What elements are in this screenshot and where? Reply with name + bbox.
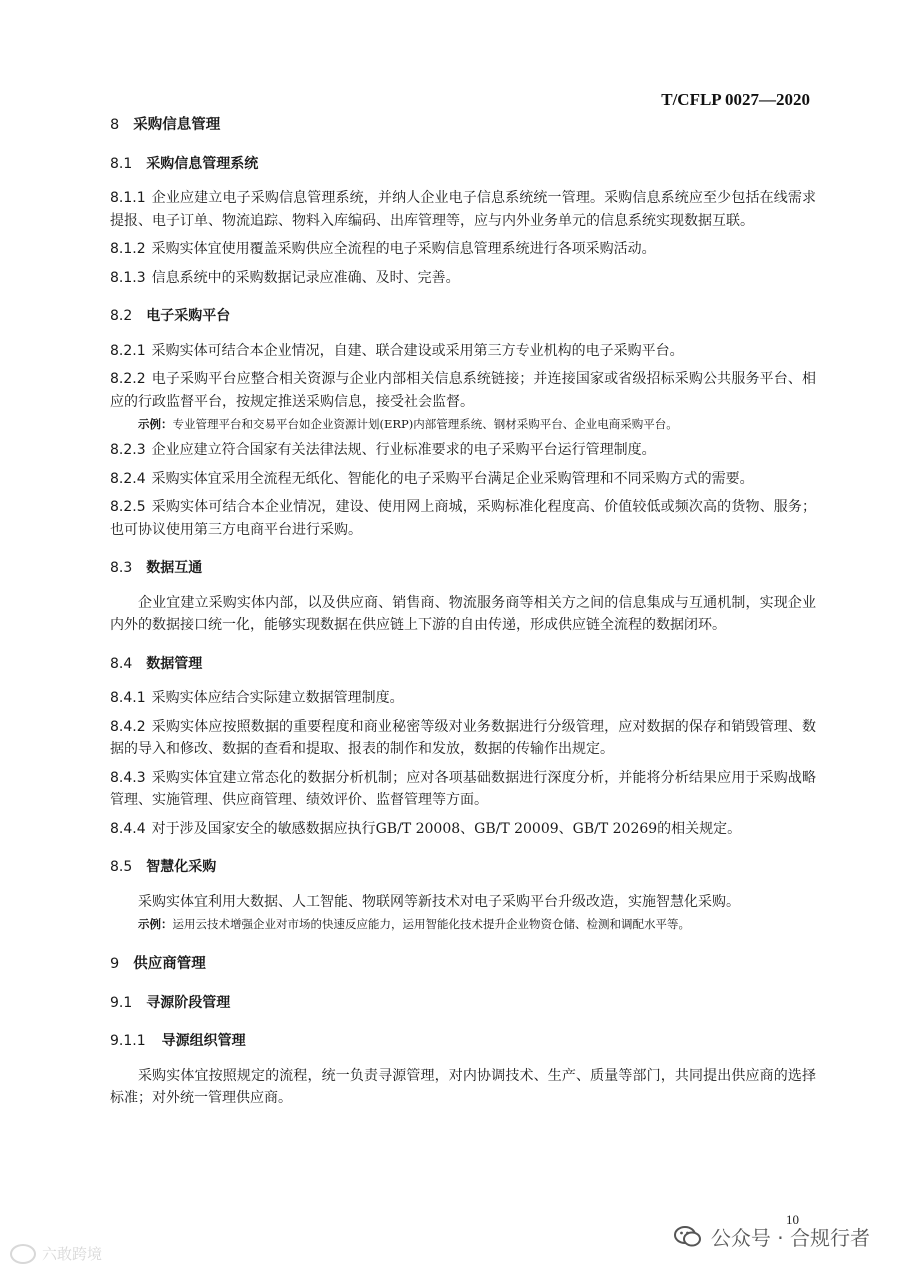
clause-number: 8.4.4 [110, 820, 146, 837]
clause-text: 信息系统中的采购数据记录应准确、及时、完善。 [151, 269, 460, 286]
clause-text: 采购实体应结合实际建立数据管理制度。 [151, 690, 404, 706]
section-heading-8-4 [110, 653, 816, 676]
clause-8-2-4 [110, 468, 816, 491]
section-number: 8.5 [110, 859, 133, 875]
clause-8-4-1 [110, 687, 816, 710]
example-note [138, 915, 816, 933]
clause-text: 采购实体可结合本企业情况，建设、使用网上商城，采购标准化程度高、价值较低或频次高的货物、服务；也可协议使用第三方电商平台进行采购。 [110, 499, 816, 538]
clause-number: 8.2.4 [110, 470, 146, 487]
clause-8-1-3 [110, 267, 816, 290]
watermark-right-text: 公众号 · 合规行者 [710, 1226, 870, 1250]
section-title: 数据管理 [146, 655, 203, 672]
note-label: 示例： [138, 917, 173, 931]
clause-8-4-2 [110, 716, 816, 761]
clause-8-2-2 [110, 368, 816, 413]
section-title: 采购信息管理 [133, 117, 221, 133]
section-number: 9.1.1 [110, 1033, 146, 1049]
clause-8-1-2 [110, 238, 816, 261]
document-code: T/CFLP 0027—2020 [661, 90, 810, 109]
section-heading-8-3 [110, 557, 816, 580]
section-number: 8 [110, 117, 120, 133]
wechat-icon [673, 1224, 703, 1250]
section-heading-8-2 [110, 305, 816, 328]
watermark-right [673, 1222, 870, 1251]
clause-8-2-3 [110, 439, 816, 462]
paragraph: 企业宜建立采购实体内部，以及供应商、销售商、物流服务商等相关方之间的信息集成与互通机制，实现企业内外的数据接口统一化，能够实现数据在供应链上下游的自由传递，形成供应链全流程的数据闭环。 [110, 594, 816, 633]
clause-text: 采购实体宜采用全流程无纸化、智能化的电子采购平台满足企业采购管理和不同采购方式的需要。 [151, 470, 754, 487]
clause-number: 8.2.3 [110, 442, 146, 458]
section-title: 供应商管理 [133, 956, 206, 972]
section-title: 导源组织管理 [161, 1033, 246, 1049]
clause-text: 采购实体宜建立常态化的数据分析机制；应对各项基础数据进行深度分析，并能将分析结果应用于采购战略管理、实施管理、供应商管理、绩效评价、监督管理等方面。 [110, 769, 816, 808]
note-text: 专业管理平台和交易平台如企业资源计划(ERP)内部管理系统、钢材采购平台、企业电商采购平台。 [172, 417, 678, 431]
document-body [110, 114, 816, 1116]
clause-8-2-5 [110, 496, 816, 541]
clause-text: 采购实体宜使用覆盖采购供应全流程的电子采购信息管理系统进行各项采购活动。 [151, 241, 656, 257]
section-heading-8-1 [110, 153, 816, 176]
watermark-logo-icon [10, 1244, 36, 1264]
clause-8-1-1 [110, 187, 816, 232]
clause-text: 企业应建立电子采购信息管理系统，并纳人企业电子信息系统统一管理。采购信息系统应至少包括在线需求提报、电子订单、物流追踪、物料入库编码、出库管理等，应与内外业务单元的信息系统实现数据互联。 [110, 190, 816, 229]
clause-number: 8.1.1 [110, 190, 146, 206]
clause-number: 8.1.2 [110, 241, 146, 257]
clause-number: 8.2.2 [110, 371, 146, 387]
section-number: 8.3 [110, 560, 133, 576]
clause-8-4-4 [110, 818, 816, 841]
clause-number: 8.1.3 [110, 269, 146, 286]
clause-text: 采购实体可结合本企业情况，自建、联合建设或采用第三方专业机构的电子采购平台。 [151, 342, 684, 359]
clause-number: 8.4.1 [110, 690, 146, 706]
section-title: 采购信息管理系统 [146, 155, 259, 172]
section-number: 8.4 [110, 655, 133, 672]
watermark-left [10, 1243, 102, 1264]
clause-number: 8.2.5 [110, 499, 146, 515]
example-note [138, 415, 816, 433]
section-title: 数据互通 [146, 560, 203, 576]
note-text: 运用云技术增强企业对市场的快速反应能力，运用智能化技术提升企业物资仓储、检测和调配水平等。 [172, 917, 690, 931]
clause-8-4-3 [110, 767, 816, 812]
section-heading-9-1-1 [110, 1030, 816, 1053]
clause-text: 电子采购平台应整合相关资源与企业内部相关信息系统链接；并连接国家或省级招标采购公共服务平台、相应的行政监督平台，按规定推送采购信息，接受社会监督。 [110, 371, 816, 410]
clause-8-2-1 [110, 340, 816, 363]
paragraph: 采购实体宜利用大数据、人工智能、物联网等新技术对电子采购平台升级改造，实施智慧化采购。 [138, 893, 740, 910]
section-heading-9-1 [110, 992, 816, 1015]
clause-text: 对于涉及国家安全的敏感数据应执行GB/T 20008、GB/T 20009、GB/T 20269的相关规定。 [151, 820, 742, 837]
section-title: 智慧化采购 [146, 859, 217, 875]
clause-number: 8.4.2 [110, 718, 146, 735]
watermark-left-text: 六敢跨境 [42, 1245, 103, 1263]
section-title: 寻源阶段管理 [146, 994, 231, 1011]
section-heading-8 [110, 114, 816, 137]
section-heading-9 [110, 953, 816, 976]
section-number: 9 [110, 956, 120, 972]
clause-text: 企业应建立符合国家有关法律法规、行业标准要求的电子采购平台运行管理制度。 [151, 442, 656, 458]
section-title: 电子采购平台 [146, 308, 231, 324]
page-number: 10 [786, 1212, 799, 1227]
section-number: 9.1 [110, 994, 133, 1011]
note-label: 示例： [138, 417, 173, 431]
paragraph: 采购实体宜按照规定的流程，统一负责寻源管理，对内协调技术、生产、质量等部门，共同提出供应商的选择标准；对外统一管理供应商。 [110, 1067, 816, 1106]
clause-number: 8.2.1 [110, 342, 146, 359]
clause-number: 8.4.3 [110, 769, 146, 786]
section-heading-8-5 [110, 856, 816, 879]
section-number: 8.2 [110, 308, 133, 324]
section-number: 8.1 [110, 155, 133, 172]
clause-text: 采购实体应按照数据的重要程度和商业秘密等级对业务数据进行分级管理，应对数据的保存和销毁管理、数据的导入和修改、数据的查看和提取、报表的制作和发放，数据的传输作出规定。 [110, 718, 816, 757]
